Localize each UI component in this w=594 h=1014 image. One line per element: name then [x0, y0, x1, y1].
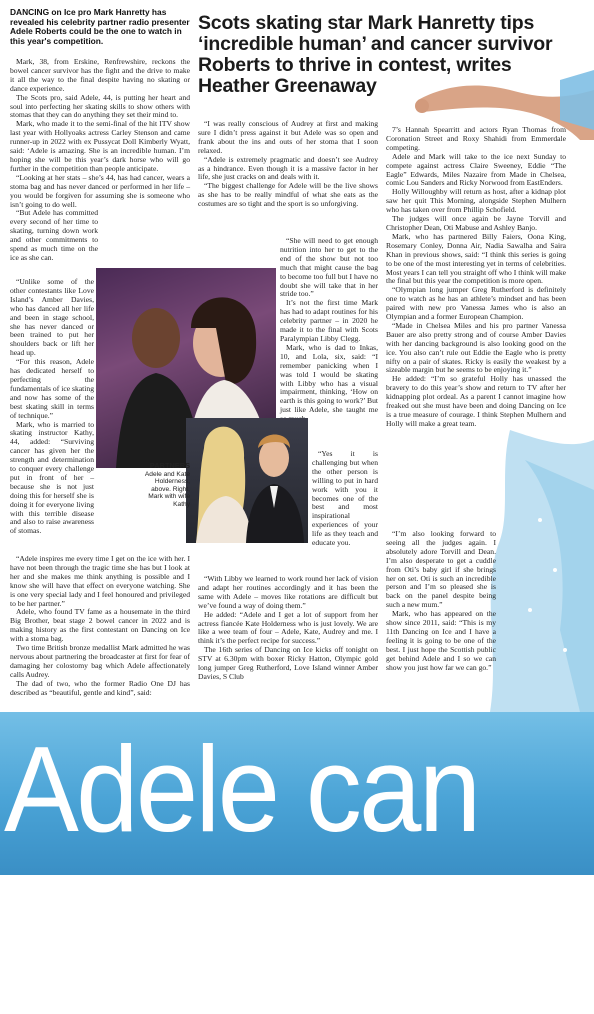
paragraph: “She will need to get enough nutrition into her to get to the end of the show but not too much that might cause the bag to become too full but I have no doubt she will take that in her stride too.”	[280, 236, 378, 299]
article-column-1-bottom	[10, 555, 190, 698]
photo-mark-and-kathy	[186, 418, 308, 543]
paragraph: Adele and Mark will take to the ice next Sunday to compete against actress Claire Sweeney, Eddie “The Eagle” Edwards, Miles Nazaire from Made in Chelsea, comic Lou Sanders and Ricky Norwood from EastEnders.	[386, 151, 566, 188]
paragraph: “I was really conscious of Audrey at first and making sure I didn’t press against it but Adele was so open and frank about the ins and outs of her stoma that I soon relaxed.	[198, 119, 378, 155]
paragraph: The dad of two, who the former Radio One DJ has described as “beautiful, gentle and kind”, said:	[10, 678, 190, 697]
paragraph: Two time British bronze medallist Mark admitted he was nervous about partnering the broadcaster at first for fear of damaging her colostomy bag which Adele affectionately calls Audrey.	[10, 643, 190, 679]
paragraph: “With Libby we learned to work round her lack of vision and adapt her routines accordingly and it has been the same with Adele – moves like rotations are difficult but we’ve found a way of doing them.”	[198, 574, 378, 610]
paragraph: The judges will once again be Jayne Torvill and Christopher Dean, Oti Mabuse and Ashley Banjo.	[386, 214, 566, 232]
article-column-1-narrow	[10, 278, 94, 536]
photo-caption	[140, 462, 190, 509]
paragraph: “Adele inspires me every time I get on the ice with her. I have not been through the tragic time she has but I look at her and she makes me think anything is possible and I know she will have that effect on everyone watching. She is one very special lady and I feel honoured and privileged to be her partner.”	[10, 554, 190, 608]
paragraph: He added: “Adele and I get a lot of support from her actress fiancée Kate Holderness who is just lovely. We are like a wee team of four – Adele, Kate, Audrey and me. I think it’s the perfect recipe for success.”	[198, 609, 378, 646]
paragraph: “Adele is extremely pragmatic and doesn’t see Audrey as a hindrance. Even though it is a massive factor in her life, she just cracks on and deals with it.	[198, 154, 378, 182]
standfirst: DANCING on Ice pro Mark Hanretty has revealed his celebrity partner radio presenter Adele Roberts could be the one to watch in this year's competition.	[10, 7, 190, 46]
banner-text: Adele can be	[4, 721, 479, 1007]
paragraph: “Unlike some of the other contestants like Love Island’s Amber Davies, who has danced all her life and been in stage school, she has never danced or been trained to put her shoulders back or lift her head up.	[10, 277, 94, 358]
paragraph: It’s not the first time Mark has had to adapt routines for his celebrity partner – in 2020 he made it to the final with Scots Paralympian Libby Clegg.	[280, 298, 378, 343]
paragraph: “But Adele has committed every second of her time to skating, turning down work and other commitments to spend as much time on the ice as she can.	[10, 208, 98, 262]
headline: Scots skating star Mark Hanretty tips ‘incredible human’ and cancer survivor Roberts to thrive in contest, writes Heather Greenaway	[198, 12, 553, 97]
paragraph: Mark, who made it to the semi-final of the hit ITV show last year with Hollyoaks actress Carley Stenson and came runner-up in 2022 with ex Pussycat Doll Kimberly Wyatt, said: ‘Adele is amazing. She is an incredible human. I’m hoping she will be this year’s dark horse who will go further in the competition than people anticipate.	[10, 119, 190, 173]
paragraph: Holly Willoughby will return as host, after a kidnap plot saw her quit This Morning, alongside Stephen Mulhern who has taken over from Phillip Schofield.	[386, 187, 566, 215]
article-column-2	[198, 120, 378, 209]
paragraph: Mark, who has appeared on the show since 2011, said: “This is my 11th Dancing on Ice and I have a feeling it is going to be one of the best. I just hope the Scottish public get behind Adele and I so we can show you just how far we can go.”	[386, 609, 496, 672]
paragraph: The Scots pro, said Adele, 44, is putting her heart and soul into perfecting her skating skills to show others with stomas that they can do anything they set their mind to.	[10, 92, 190, 120]
article-column-2-lower	[312, 450, 378, 548]
paragraph: “For this reason, Adele has dedicated herself to perfecting the fundamentals of ice skating and now has some of the best skating skill in terms of technique.”	[10, 357, 94, 420]
caption-text: Adele and Kate Holderness, above. Right, Mark with wife Kathy	[144, 470, 190, 508]
article-column-2-narrow	[280, 237, 378, 424]
article-column-3-narrow	[386, 530, 496, 673]
paragraph: “Olympian long jumper Greg Rutherford is definitely one to watch as he has an athlete’s mindset and has been paired with new pro Vanessa James who is also an Olympian and a former European Champion.	[386, 285, 566, 322]
article-column-1	[10, 58, 190, 263]
paragraph: Mark, who is married to skating instructor Kathy, 44, added: “Surviving cancer has given her the strength and determination to conquer every challenge put in front of her – because she is not just doing this for herself she is doing it for everyone living with this terrible disease and also to raise awareness of stomas.	[10, 419, 94, 536]
paragraph: 7’s Hannah Spearritt and actors Ryan Thomas from Coronation Street and Roxy Shahidi from Emmerdale competing.	[386, 125, 566, 152]
paragraph: “The biggest challenge for Adele will be the live shows as she has to be really mindful of what she eats as the costumes are so tight and the sport is so unforgiving.	[198, 181, 378, 209]
paragraph: He added: “I’m so grateful Holly has unassed the bravery to do this year’s show and return to TV after her kidnapping plot ordeal. As a parent I cannot imagine how freaked out she must have been and doing Dancing on Ice is a true measure of courage. I think Stephen Mulhern and Holly will make a great team.	[386, 374, 566, 428]
paragraph: “I’m also looking forward to seeing all the judges again. I absolutely adore Torvill and Dean. I’m also desperate to get a cuddle from Oti’s baby girl if she brings her on set. Oti is such an incredible person and I’m so pleased she is back on the panel despite being such a new mum.”	[386, 529, 496, 610]
hand-icon	[415, 99, 429, 113]
paragraph: Mark, who is dad to Inkas, 10, and Lola, six, said: “I remember panicking when I was told I would be skating with Libby who has a visual impairment, thinking, ‘How on earth is this going to work?’ But just like Adele, she taught me	[280, 342, 378, 415]
article-column-3	[386, 126, 566, 429]
headline-banner	[0, 712, 594, 1007]
paragraph: The 16th series of Dancing on Ice kicks off tonight on STV at 6.30pm with boxer Ricky Hatton, Olympic gold long jumper Greg Rutherford, Love Island winner Amber Davies, S Club	[198, 645, 378, 681]
caption-title: PARTNERS	[149, 461, 190, 470]
paragraph: Adele, who found TV fame as a housemate in the third Big Brother, beat stage 2 bowel cancer in 2022 and is making history as the first contestant on Dancing on Ice with a stoma bag.	[10, 607, 190, 644]
paragraph: “Looking at her stats – she’s 44, has had cancer, wears a stoma bag and has never danced or performed in her life – you would be forgiven for assuming she is someone who isn’t going to do well.	[10, 172, 190, 209]
paragraph: “Made in Chelsea Miles and his pro partner Vanessa Bauer are also pretty strong and of course Amber Davies with her dancing background is also looking good on the ice. You also can’t rule out Eddie the Eagle who is pretty nifty on a pair of skates. Ricky is easily the weakest by a sizeable margin but he seems to be enjoying it.”	[386, 320, 566, 375]
paragraph: Mark, 38, from Erskine, Renfrewshire, reckons the bowel cancer survivor has the fight and the drive to make it all the way to the final despite having no skating or dance experience.	[10, 57, 190, 93]
article-column-2-bottom	[198, 575, 378, 682]
paragraph: “Yes it is challenging but when the other person is willing to put in hard work with you it becomes one of the best and most inspirational experiences of your life as they teach and educate you.	[312, 449, 378, 548]
paragraph: Mark, who has partnered Billy Faiers, Oona King, Rosemary Conley, Donna Air, Nadia Sawalha and Saira Khan in previous shows, said: “I think this series is going to be one of the most interesting yet in terms of celebrities. Most years I can tell you straight off who I think will make the final but this year the competition is more open.	[386, 231, 566, 286]
